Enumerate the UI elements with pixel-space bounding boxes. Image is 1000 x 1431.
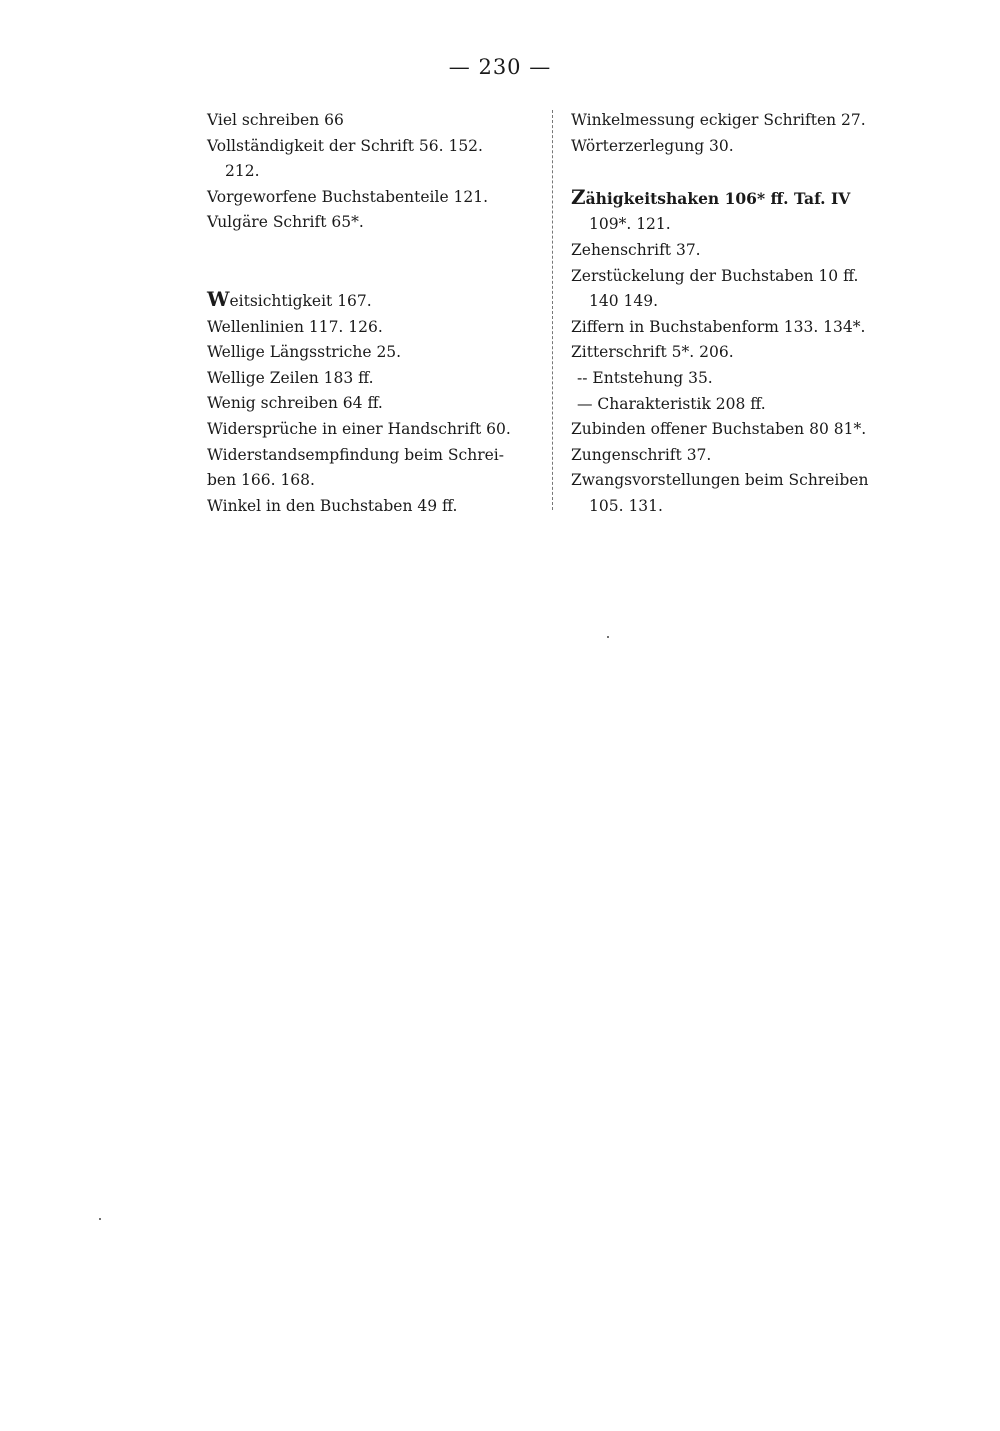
index-subentry: — Charakteristik 208 ff. — [577, 394, 766, 413]
index-entry: Winkel in den Buchstaben 49 ff. — [207, 496, 458, 515]
index-entry-continuation: 140 149. — [589, 292, 659, 311]
scan-speck — [607, 636, 609, 638]
section-initial-letter: W — [207, 286, 230, 311]
index-subentry: -- Entstehung 35. — [577, 368, 713, 387]
index-entry-text: eitsichtigkeit 167. — [229, 291, 372, 310]
index-entry: Wörterzerlegung 30. — [571, 136, 734, 155]
index-column-left — [207, 108, 542, 519]
index-entry: Wenig schreiben 64 ff. — [207, 394, 383, 413]
page-number: — 230 — — [448, 55, 552, 79]
index-entry — [571, 185, 911, 213]
section-gap — [207, 236, 542, 287]
index-column-right — [571, 108, 911, 520]
index-entry: Winkelmessung eckiger Schriften 27. — [571, 111, 866, 129]
index-entry: Widersprüche in einer Handschrift 60. — [207, 419, 511, 438]
index-entry: Zerstückelung der Buchstaben 10 ff. — [571, 266, 859, 285]
index-entry — [207, 287, 542, 315]
index-entry: Vulgäre Schrift 65*. — [207, 213, 364, 232]
index-entry-continuation: 105. 131. — [589, 496, 663, 515]
index-entry-continuation: 212. — [225, 162, 260, 181]
index-entry: Wellige Zeilen 183 ff. — [207, 368, 374, 387]
index-entry: Zitterschrift 5*. 206. — [571, 343, 734, 362]
index-entry: Vorgeworfene Buchstabenteile 121. — [207, 187, 489, 206]
column-divider — [552, 110, 553, 510]
index-entry: Widerstandsempfindung beim Schrei- — [207, 445, 504, 464]
index-entry: Zwangsvorstellungen beim Schreiben — [571, 471, 869, 490]
section-initial-letter: Z — [571, 184, 586, 209]
scan-speck — [99, 1218, 101, 1220]
index-entry: Zungenschrift 37. — [571, 445, 712, 464]
section-gap — [571, 159, 911, 185]
index-entry: Vollständigkeit der Schrift 56. 152. — [207, 136, 483, 155]
index-entry: Viel schreiben 66 — [207, 111, 344, 129]
index-entry: Zehenschrift 37. — [571, 240, 701, 259]
index-entry: Ziffern in Buchstabenform 133. 134*. — [571, 317, 866, 336]
index-entry: Wellige Längsstriche 25. — [207, 343, 402, 362]
index-entry: Zubinden offener Buchstaben 80 81*. — [571, 420, 867, 439]
index-entry: Wellenlinien 117. 126. — [207, 317, 383, 336]
index-entry: ben 166. 168. — [207, 471, 315, 490]
index-entry-continuation: 109*. 121. — [589, 215, 671, 234]
index-entry-text: ähigkeitshaken 106* ff. Taf. IV — [585, 188, 851, 208]
